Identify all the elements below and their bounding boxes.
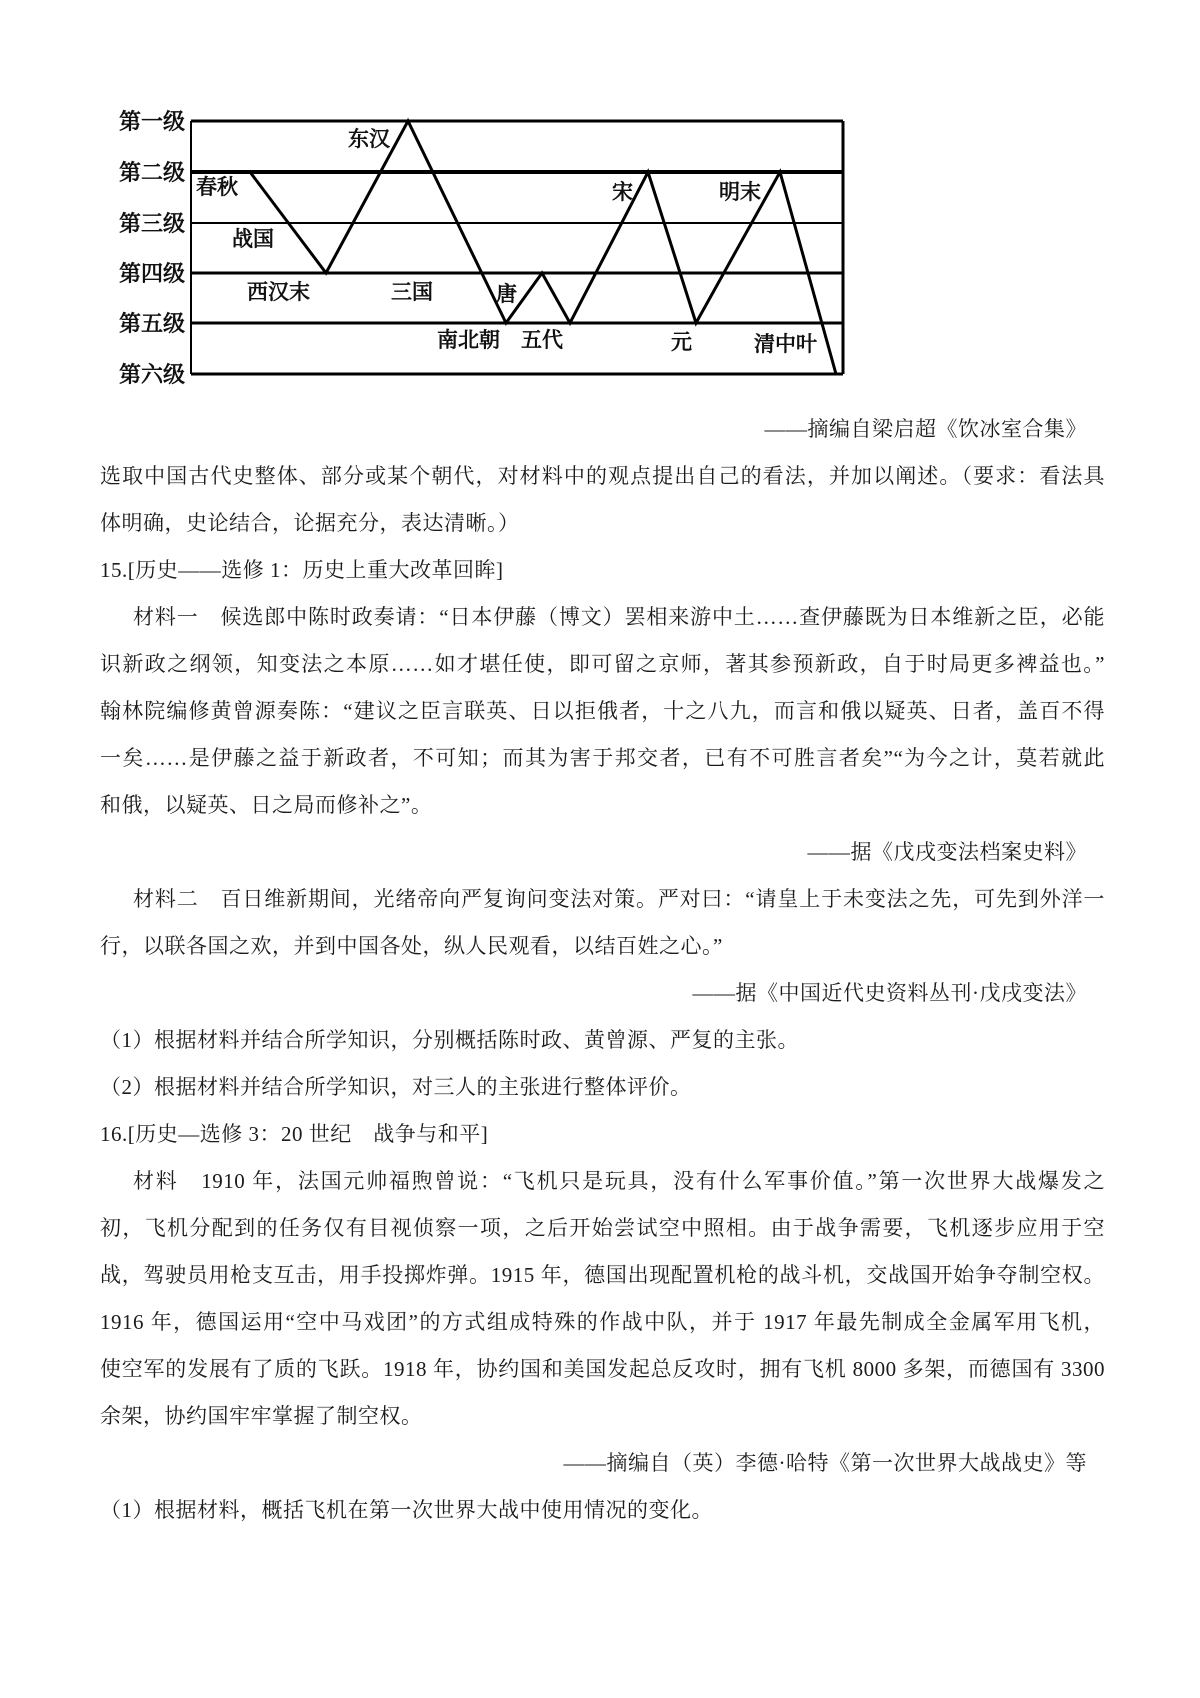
dynasty-label-三国: 三国 xyxy=(391,281,433,304)
dynasty-label-明末: 明末 xyxy=(719,181,761,204)
dynasty-label-春秋: 春秋 xyxy=(196,176,238,199)
dynasty-label-战国: 战国 xyxy=(232,228,274,251)
dynasty-label-南北朝: 南北朝 xyxy=(437,329,500,352)
document-line-11: 材料二 百日维新期间，光绪帝向严复询问变法对策。严对曰：“请皇上于未变法之先，可先到外洋一 xyxy=(133,887,1105,911)
document-line-12: 行，以联各国之欢，并到中国各处，纵人民观看，以结百姓之心。” xyxy=(100,934,723,958)
dynasty-label-唐: 唐 xyxy=(496,283,517,306)
document-line-18: 初，飞机分配到的任务仅有目视侦察一项，之后开始尝试空中照相。由于战争需要，飞机逐步应用于空 xyxy=(100,1216,1105,1240)
document-line-4: 15.[历史——选修 1：历史上重大改革回眸] xyxy=(100,558,504,582)
level-axis-label-2: 第二级 xyxy=(118,160,185,185)
document-line-24: （1）根据材料，概括飞机在第一次世界大战中使用情况的变化。 xyxy=(100,1498,713,1522)
dynasty-label-五代: 五代 xyxy=(521,329,563,352)
dynasty-label-西汉末: 西汉末 xyxy=(247,281,310,304)
document-line-7: 翰林院编修黄曾源奏陈：“建议之臣言联英、日以拒俄者，十之八九，而言和俄以疑英、日者，盖百不得 xyxy=(100,699,1105,723)
dynasty-level-chart xyxy=(0,0,1200,400)
document-text xyxy=(100,406,1105,1534)
document-line-20: 1916 年，德国运用“空中马戏团”的方式组成特殊的作战中队，并于 1917 年最先制成全金属军用飞机， xyxy=(100,1310,1105,1334)
document-line-5: 材料一 候选郎中陈时政奏请：“日本伊藤（博文）罢相来游中土……查伊藤既为日本维新之臣，必能 xyxy=(133,605,1105,629)
document-line-10: ——据《戊戌变法档案史料》 xyxy=(807,840,1087,864)
dynasty-label-宋: 宋 xyxy=(612,181,633,204)
level-axis-label-1: 第一级 xyxy=(118,109,185,134)
document-line-2: 选取中国古代史整体、部分或某个朝代，对材料中的观点提出自己的看法，并加以阐述。（要求：看法具 xyxy=(100,464,1105,488)
document-line-22: 余架，协约国牢牢掌握了制空权。 xyxy=(100,1404,423,1428)
document-line-21: 使空军的发展有了质的飞跃。1918 年，协约国和美国发起总反攻时，拥有飞机 8000 多架，而德国有 3300 xyxy=(100,1357,1105,1381)
dynasty-label-东汉: 东汉 xyxy=(348,128,390,151)
level-axis-label-5: 第五级 xyxy=(118,311,185,336)
level-axis-label-6: 第六级 xyxy=(118,362,185,387)
document-line-13: ——据《中国近代史资料丛刊·戊戌变法》 xyxy=(692,981,1087,1005)
document-line-3: 体明确，史论结合，论据充分，表达清晰。） xyxy=(100,511,520,535)
dynasty-label-清中叶: 清中叶 xyxy=(754,333,817,356)
document-line-23: ——摘编自（英）李德·哈特《第一次世界大战战史》等 xyxy=(563,1451,1087,1475)
document-line-9: 和俄，以疑英、日之局而修补之”。 xyxy=(100,793,433,817)
dynasty-label-元: 元 xyxy=(671,331,692,354)
document-line-16: 16.[历史—选修 3：20 世纪 战争与和平] xyxy=(100,1122,489,1146)
level-axis-label-3: 第三级 xyxy=(118,211,185,236)
document-line-17: 材料 1910 年，法国元帅福煦曾说：“飞机只是玩具，没有什么军事价值。”第一次世界大战爆发之 xyxy=(133,1169,1105,1193)
document-line-14: （1）根据材料并结合所学知识，分别概括陈时政、黄曾源、严复的主张。 xyxy=(100,1028,799,1052)
document-line-6: 识新政之纲领，知变法之本原……如才堪任使，即可留之京师，著其参预新政，自于时局更多裨益也。” xyxy=(100,652,1105,676)
level-axis-label-4: 第四级 xyxy=(118,261,185,286)
document-line-15: （2）根据材料并结合所学知识，对三人的主张进行整体评价。 xyxy=(100,1075,692,1099)
document-line-1: ——摘编自梁启超《饮冰室合集》 xyxy=(764,417,1087,441)
document-line-8: 一矣……是伊藤之益于新政者，不可知；而其为害于邦交者，已有不可胜言者矣”“为今之计，莫若就此 xyxy=(100,746,1105,770)
document-line-19: 战，驾驶员用枪支互击，用手投掷炸弹。1915 年，德国出现配置机枪的战斗机，交战国开始争夺制空权。 xyxy=(100,1263,1105,1287)
